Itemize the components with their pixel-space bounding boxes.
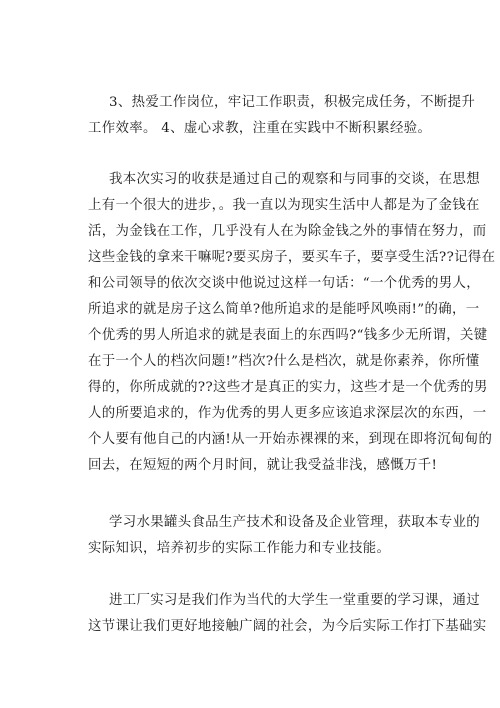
text-line: 人的所要追求的，作为优秀的男人更多应该追求深层次的东西，一 <box>88 406 487 421</box>
text-line: 在于一个人的档次问题!”档次?什么是档次，就是你素养，你所懂 <box>88 354 480 369</box>
paragraph-internship-gains <box>88 167 496 479</box>
text-line: 进工厂实习是我们作为当代的大学生一堂重要的学习课，通过 <box>109 593 480 608</box>
paragraph-study-goals <box>88 510 480 562</box>
text-line: 回去，在短短的两个月时间，就让我受益非浅，感慨万千! <box>88 458 438 473</box>
text-line: 活，为金钱在工作，几乎没有人在为除金钱之外的事情在努力，而 <box>88 224 487 239</box>
text-line: 学习水果罐头食品生产技术和设备及企业管理，获取本专业的 <box>109 515 480 530</box>
text-line: 个优秀的男人所追求的就是表面上的东西吗?“钱多少无所谓，关键 <box>88 328 488 343</box>
text-line: 3、热爱工作岗位，牢记工作职责，积极完成任务，不断提升 <box>109 95 476 110</box>
text-line: 这节课让我们更好地接触广阔的社会，为今后实际工作打下基础实 <box>88 619 487 634</box>
text-line: 工作效率。 4、虚心求教，注重在实践中不断积累经验。 <box>88 121 432 136</box>
text-line: 上有一个很大的进步，。我一直以为现实生活中人都是为了金钱在 <box>88 198 480 213</box>
text-line: 得的，你所成就的??这些才是真正的实力，这些才是一个优秀的男 <box>88 380 488 395</box>
text-line: 实际知识，培养初步的实际工作能力和专业技能。 <box>88 541 391 556</box>
text-line: 和公司领导的依次交谈中他说过这样一句话：“一个优秀的男人， <box>88 276 480 291</box>
paragraph-work-attitude <box>88 90 476 142</box>
text-line: 所追求的就是房子这么简单?他所追求的是能呼风唤雨!”的确，一 <box>88 302 480 317</box>
paragraph-factory-internship <box>88 588 487 640</box>
text-line: 我本次实习的收获是通过自己的观察和与同事的交谈，在思想 <box>109 172 480 187</box>
text-line: 这些金钱的拿来干嘛呢?要买房子，要买车子，要享受生活??记得在 <box>88 250 496 265</box>
text-line: 个人要有他自己的内涵!从一开始赤裸裸的来，到现在即将沉甸甸的 <box>88 432 493 447</box>
